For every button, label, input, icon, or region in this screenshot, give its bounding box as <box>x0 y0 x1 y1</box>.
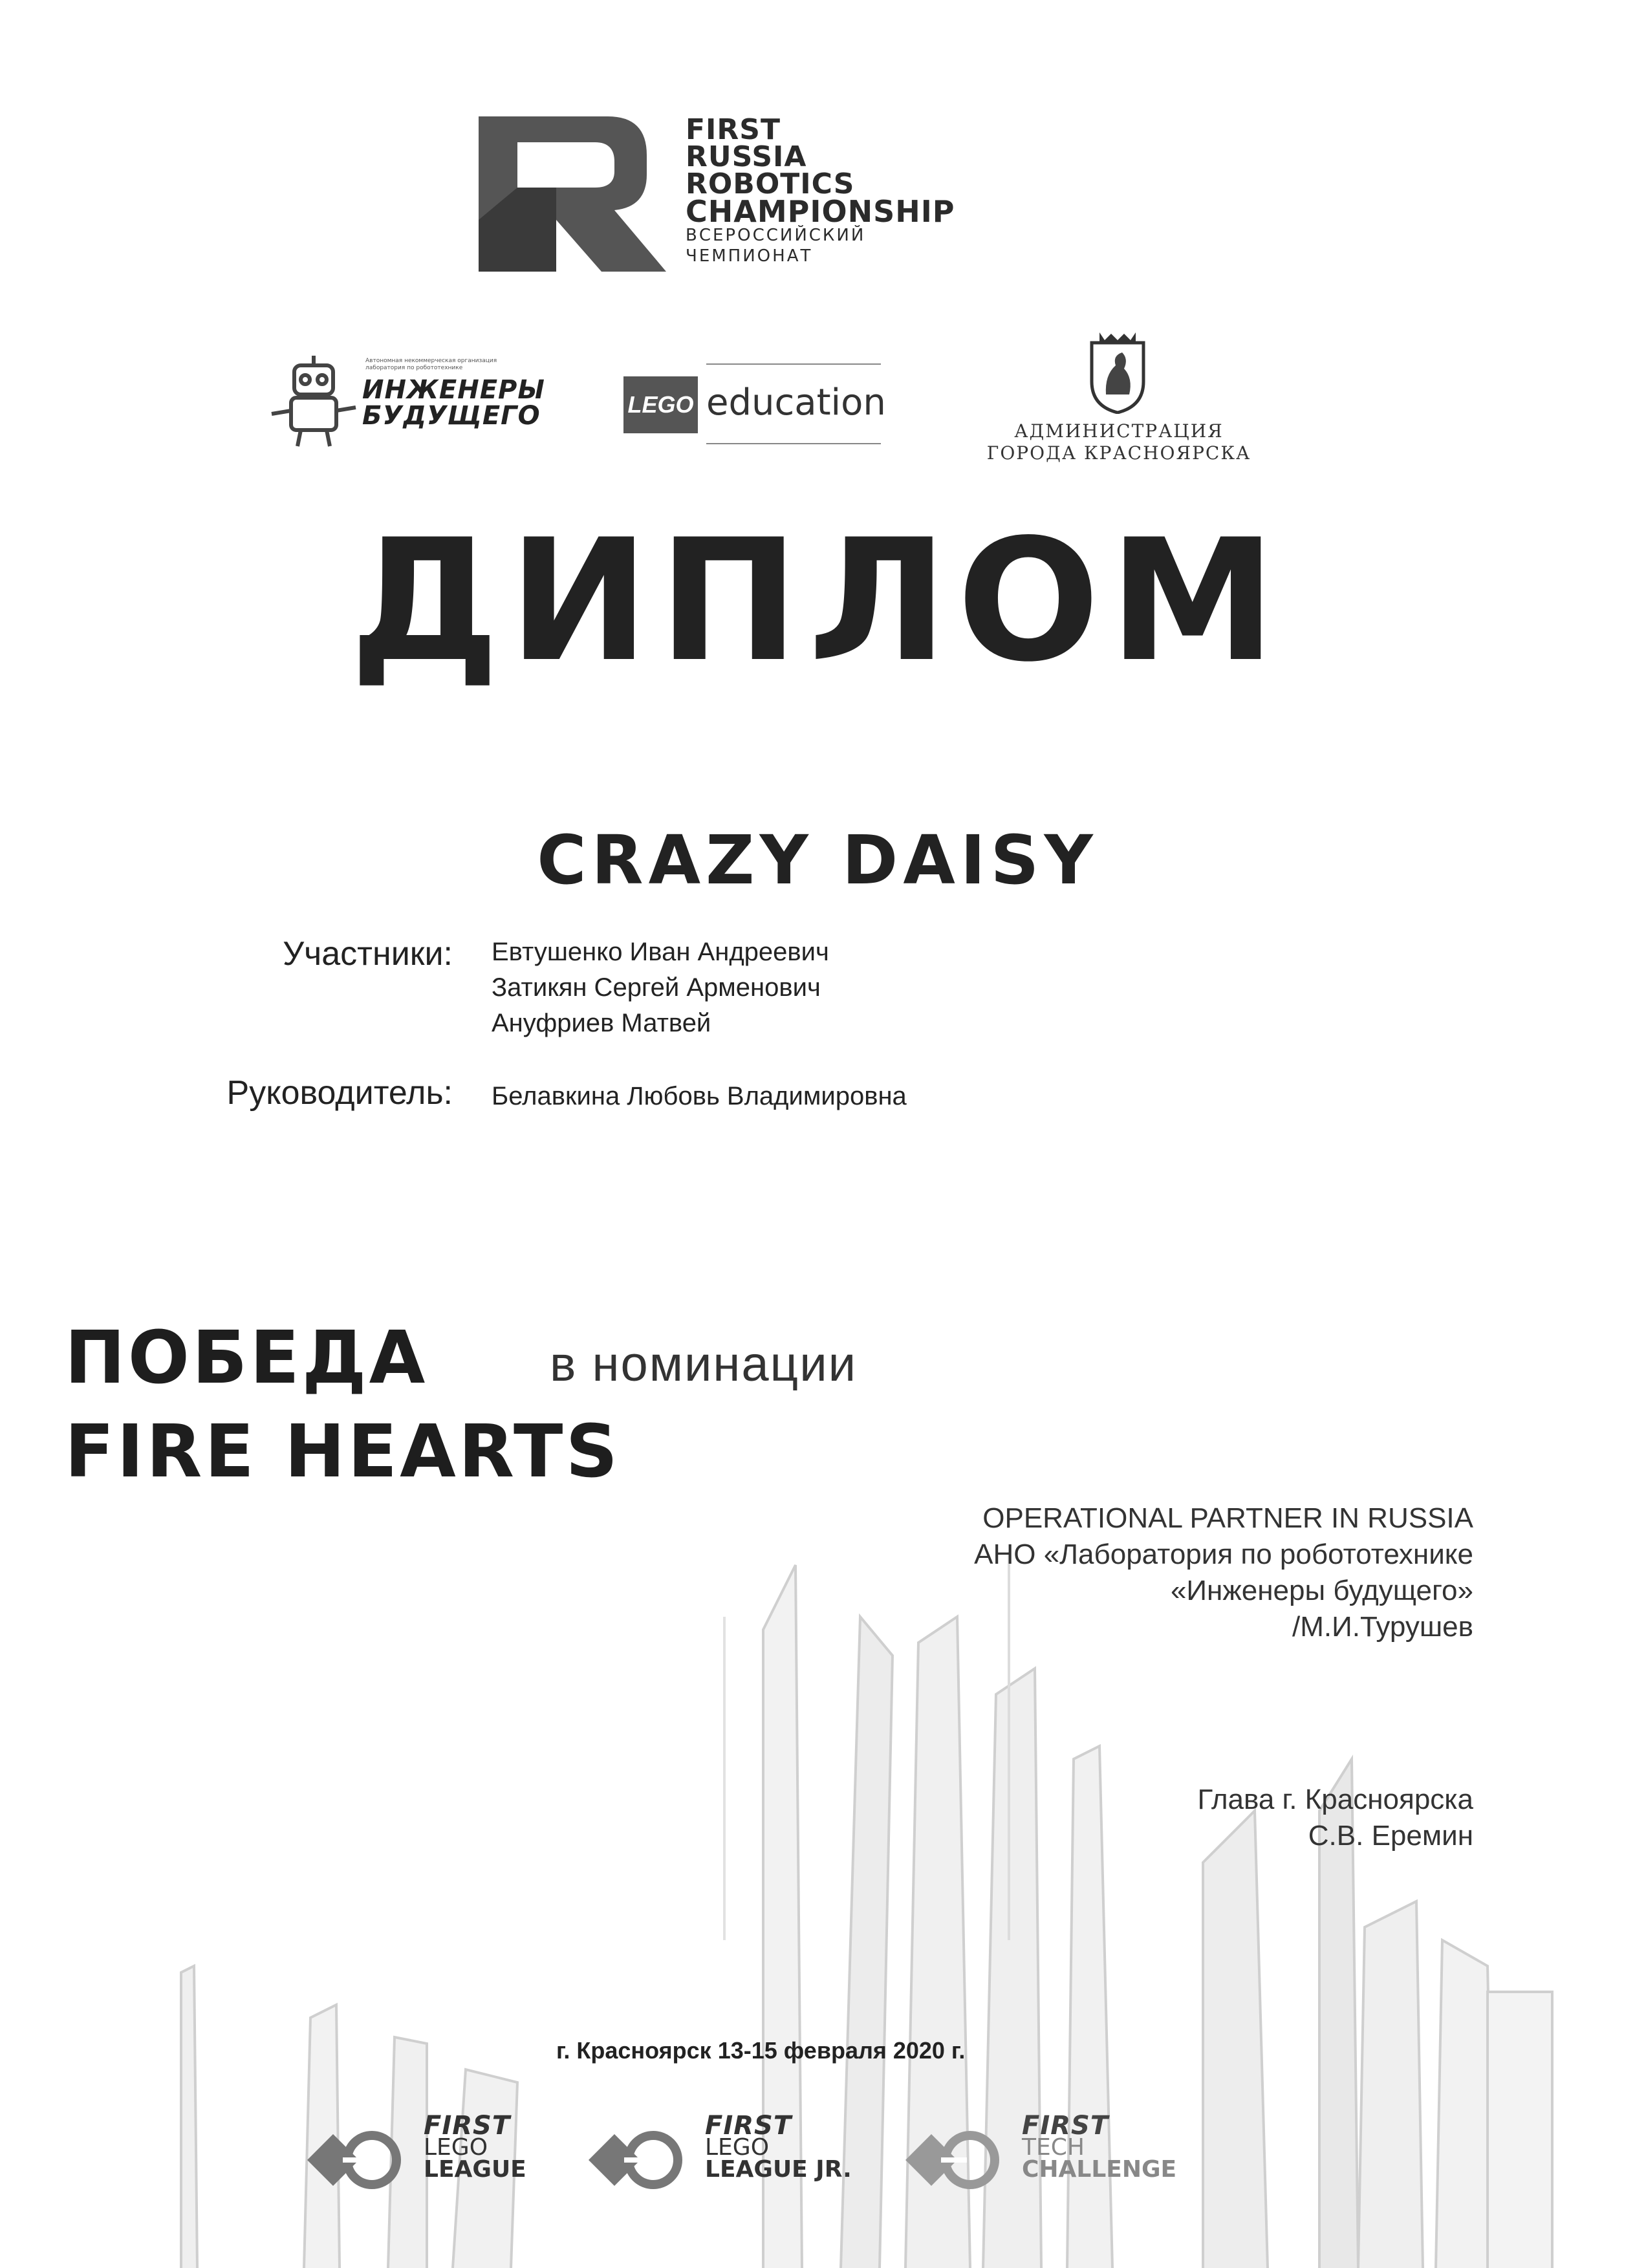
admin-line: ГОРОДА КРАСНОЯРСКА <box>986 442 1251 464</box>
head-line: С.В. Еремин <box>1308 1820 1473 1852</box>
logo-line: FIRST <box>686 113 781 146</box>
lego-education-logo <box>621 362 912 446</box>
program-text <box>705 2111 852 2183</box>
krasnoyarsk-administration-logo <box>983 330 1255 472</box>
city-head-block <box>1197 1782 1473 1854</box>
engineers-name-line: БУДУЩЕГО <box>362 401 541 431</box>
first-program-icon <box>304 2128 417 2192</box>
team-name: CRAZY DAISY <box>537 821 1098 900</box>
first-lego-league-jr-logo <box>585 2108 883 2205</box>
program-first: FIRST <box>705 2111 792 2141</box>
partner-line: АНО «Лаборатория по робототехнике <box>974 1539 1473 1570</box>
robot-icon <box>265 352 362 449</box>
participant-name: Ануфриев Матвей <box>492 1009 711 1037</box>
partner-line: OPERATIONAL PARTNER IN RUSSIA <box>982 1502 1473 1534</box>
participant-name: Затикян Сергей Арменович <box>492 973 821 1002</box>
program-line: LEAGUE <box>424 2156 526 2183</box>
place-and-date: г. Красноярск 13-15 февраля 2020 г. <box>556 2037 966 2064</box>
city-crest-icon <box>1087 330 1149 414</box>
diploma-title: ДИПЛОМ <box>349 504 1286 699</box>
divider <box>706 443 881 444</box>
operational-partner-block <box>974 1500 1473 1645</box>
program-line: LEGO <box>424 2134 488 2161</box>
engineers-name-line: ИНЖЕНЕРЫ <box>362 375 545 405</box>
partner-line: /М.И.Турушев <box>1292 1611 1473 1643</box>
lego-education-text: education <box>706 382 886 424</box>
participant-name: Евтушенко Иван Андреевич <box>492 938 829 966</box>
in-nomination-text: в номинации <box>550 1337 858 1392</box>
administration-caption <box>983 420 1255 464</box>
program-text <box>1022 2111 1177 2183</box>
first-program-icon <box>902 2128 1015 2192</box>
championship-logo-text <box>686 113 955 266</box>
logo-line: RUSSIA <box>686 140 807 173</box>
championship-logo-mark <box>479 116 673 272</box>
program-line: LEAGUE JR. <box>705 2156 852 2183</box>
participants-label: Участники: <box>283 935 453 973</box>
logo-line: CHAMPIONSHIP <box>686 194 955 229</box>
lego-brand-box <box>623 376 698 433</box>
program-first: FIRST <box>1022 2111 1109 2141</box>
engineers-of-future-logo <box>265 352 545 449</box>
logo-subtitle: ВСЕРОССИЙСКИЙ <box>686 226 866 245</box>
admin-line: АДМИНИСТРАЦИЯ <box>1014 420 1224 442</box>
nomination-name: FIRE HEARTS <box>65 1410 621 1494</box>
head-line: Глава г. Красноярска <box>1197 1784 1473 1815</box>
engineers-org-caption: Автономная некоммерческая организация лаборатория по робототехнике <box>365 358 497 371</box>
first-program-icon <box>585 2128 698 2192</box>
program-line: CHALLENGE <box>1022 2156 1177 2183</box>
participants-list <box>492 934 829 1041</box>
partner-line: «Инженеры будущего» <box>1170 1575 1473 1606</box>
divider <box>706 363 881 365</box>
program-first: FIRST <box>424 2111 511 2141</box>
program-line: LEGO <box>705 2134 770 2161</box>
program-line: TECH <box>1022 2134 1085 2161</box>
first-tech-challenge-logo <box>902 2108 1226 2205</box>
engineers-logo-name <box>362 377 545 429</box>
lego-brand-text: LEGO <box>627 391 694 418</box>
win-word: ПОБЕДА <box>65 1316 428 1400</box>
leader-label: Руководитель: <box>226 1074 453 1112</box>
program-text <box>424 2111 526 2183</box>
logo-subtitle: ЧЕМПИОНАТ <box>686 246 813 266</box>
leader-name: Белавкина Любовь Владимировна <box>492 1082 907 1110</box>
logo-line: ROBOTICS <box>686 167 855 200</box>
first-lego-league-logo <box>304 2108 576 2205</box>
